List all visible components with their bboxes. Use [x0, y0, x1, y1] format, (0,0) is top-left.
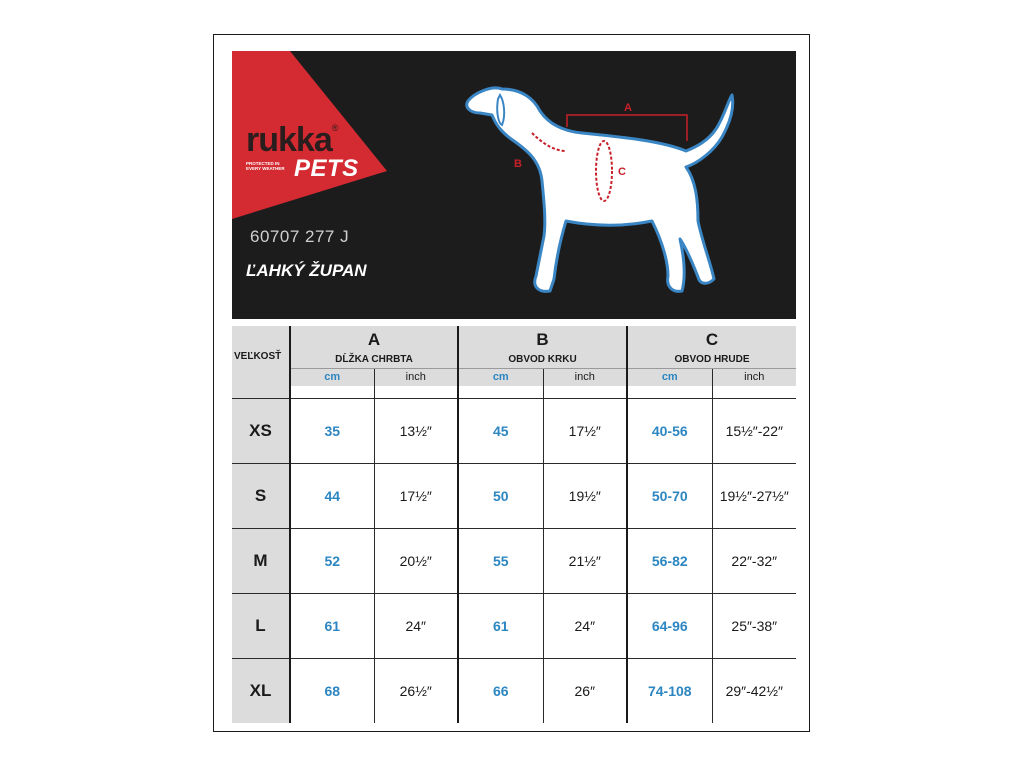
- value-b-inch: 19½″: [543, 463, 627, 528]
- column-a-letter: A: [367, 330, 381, 349]
- value-c-inch: 22″-32″: [712, 528, 796, 593]
- value-b-inch: 26″: [543, 658, 627, 723]
- table-row: [232, 658, 796, 723]
- value-a-cm: 68: [290, 658, 374, 723]
- value-c-inch: 19½″-27½″: [712, 463, 796, 528]
- brand-tagline: PROTECTED IN EVERY WEATHER: [246, 161, 285, 171]
- unit-inch-a: inch: [374, 368, 458, 386]
- marker-label-a: A: [624, 102, 632, 114]
- size-table-wrapper: [232, 326, 796, 714]
- column-c-letter: C: [705, 330, 719, 349]
- dog-ear-icon: [497, 95, 504, 125]
- size-column-header: VEĽKOSŤ: [232, 326, 290, 386]
- unit-cm-a: cm: [290, 368, 374, 386]
- product-name: ĽAHKÝ ŽUPAN: [246, 261, 367, 280]
- dog-outline-icon: [467, 88, 733, 291]
- column-c-title: OBVOD HRUDE: [674, 354, 750, 365]
- value-c-cm: 64-96: [627, 593, 712, 658]
- value-c-cm: 56-82: [627, 528, 712, 593]
- brand-sub: PETS: [294, 155, 359, 182]
- value-a-cm: 35: [290, 398, 374, 463]
- value-c-cm: 50-70: [627, 463, 712, 528]
- column-b-header: [458, 326, 627, 368]
- product-code: 60707 277 J: [250, 227, 350, 246]
- value-c-cm: 40-56: [627, 398, 712, 463]
- size-table: [232, 326, 796, 723]
- column-a-title: DĹŽKA CHRBTA: [335, 354, 413, 365]
- value-b-inch: 21½″: [543, 528, 627, 593]
- size-label: XL: [232, 658, 290, 723]
- size-label: XS: [232, 398, 290, 463]
- value-b-cm: 45: [458, 398, 543, 463]
- value-a-cm: 61: [290, 593, 374, 658]
- table-row: [232, 593, 796, 658]
- value-a-inch: 26½″: [374, 658, 458, 723]
- value-a-cm: 52: [290, 528, 374, 593]
- value-b-cm: 61: [458, 593, 543, 658]
- dog-measurement-diagram: [462, 71, 762, 311]
- value-c-inch: 15½″-22″: [712, 398, 796, 463]
- value-c-cm: 74-108: [627, 658, 712, 723]
- registered-mark: ®: [331, 123, 339, 133]
- size-label: S: [232, 463, 290, 528]
- value-b-cm: 66: [458, 658, 543, 723]
- value-b-cm: 50: [458, 463, 543, 528]
- marker-label-c: C: [618, 166, 626, 178]
- value-a-inch: 24″: [374, 593, 458, 658]
- column-c-header: [627, 326, 796, 368]
- value-c-inch: 25″-38″: [712, 593, 796, 658]
- table-row: [232, 463, 796, 528]
- value-c-inch: 29″-42½″: [712, 658, 796, 723]
- value-b-inch: 24″: [543, 593, 627, 658]
- brand-name: rukka: [246, 121, 332, 159]
- unit-cm-b: cm: [458, 368, 543, 386]
- marker-label-b: B: [514, 158, 522, 170]
- table-row: [232, 528, 796, 593]
- table-row: [232, 398, 796, 463]
- size-label: L: [232, 593, 290, 658]
- value-a-inch: 20½″: [374, 528, 458, 593]
- unit-inch-b: inch: [543, 368, 627, 386]
- column-b-title: OBVOD KRKU: [508, 354, 577, 365]
- value-a-cm: 44: [290, 463, 374, 528]
- value-a-inch: 13½″: [374, 398, 458, 463]
- brand-logo: [246, 121, 359, 182]
- column-a-header: [290, 326, 458, 368]
- size-label: M: [232, 528, 290, 593]
- unit-cm-c: cm: [627, 368, 712, 386]
- value-a-inch: 17½″: [374, 463, 458, 528]
- column-b-letter: B: [536, 330, 549, 349]
- unit-inch-c: inch: [712, 368, 796, 386]
- product-banner: [232, 51, 796, 319]
- value-b-cm: 55: [458, 528, 543, 593]
- value-b-inch: 17½″: [543, 398, 627, 463]
